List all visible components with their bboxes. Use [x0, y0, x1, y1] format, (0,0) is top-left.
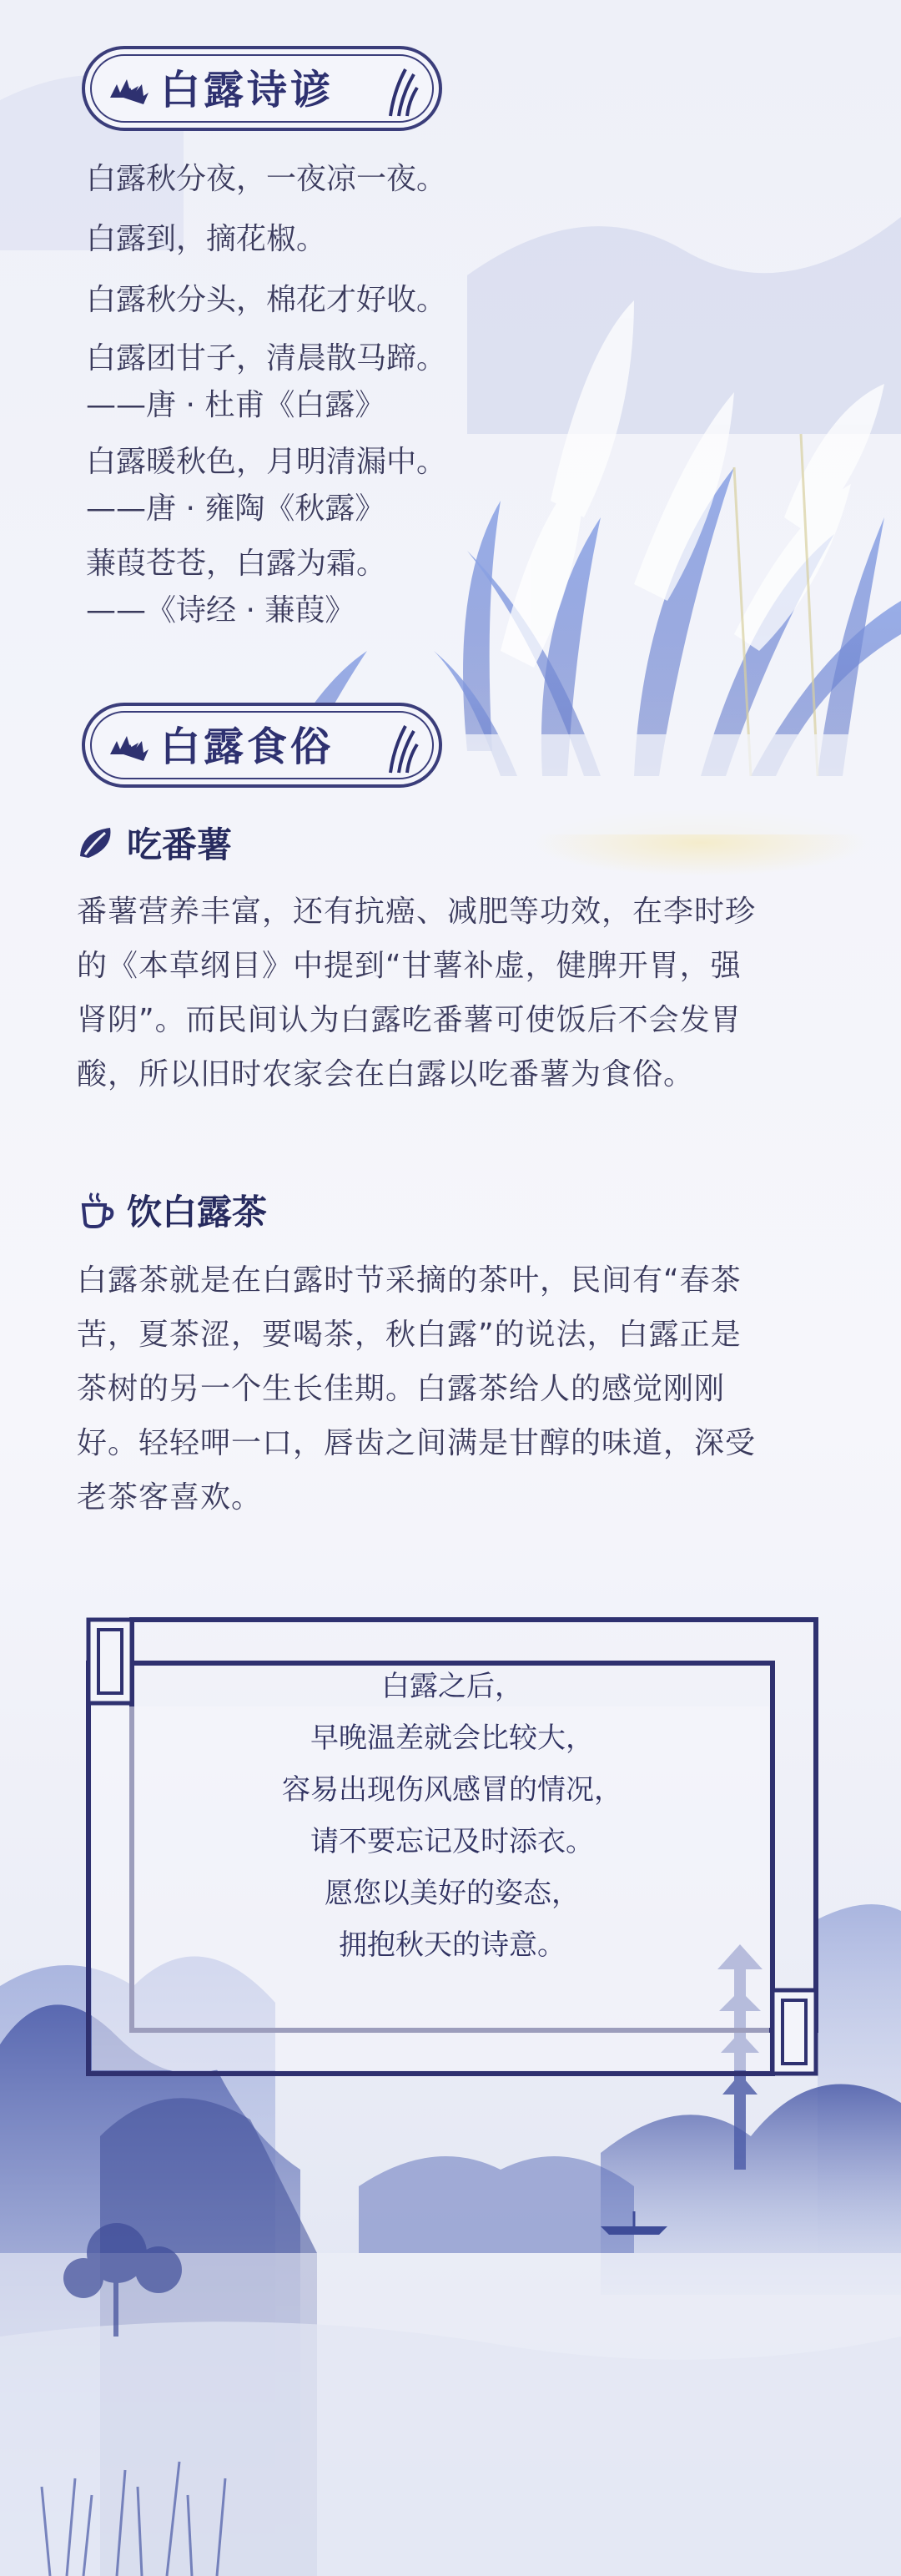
section-title: 白露食俗: [160, 723, 335, 770]
poem-item: [86, 439, 446, 532]
paragraph-line: 白露茶就是在白露时节采摘的茶叶，民间有“春茶: [77, 1263, 742, 1298]
maple-leaf-icon: [102, 729, 150, 766]
closing-line: 白露之后，: [381, 1670, 523, 1703]
paragraph-line: 酸，所以旧时农家会在白露以吃番薯为食俗。: [77, 1057, 695, 1091]
maple-leaf-icon: [102, 73, 150, 109]
paragraph-line: 老茶客喜欢。: [77, 1480, 263, 1515]
section-title: 白露诗谚: [160, 67, 335, 113]
poem-item: [86, 541, 386, 634]
custom-paragraph: [77, 1253, 828, 1525]
poem-line: 白露秋分夜，一夜凉一夜。: [86, 162, 447, 196]
custom-heading: 饮白露茶: [127, 1192, 268, 1233]
teacup-icon: [77, 1190, 117, 1230]
leaf-icon: [77, 823, 117, 863]
paragraph-line: 肾阴”。而民间认为白露吃番薯可使饭后不会发胃: [77, 1003, 742, 1037]
poem-line: 白露到，摘花椒。: [86, 222, 327, 256]
poem-source: ——《诗经 · 蒹葭》: [86, 593, 355, 628]
closing-line: 请不要忘记及时添衣。: [310, 1825, 594, 1858]
poem-item: [86, 335, 446, 429]
grass-icon: [385, 723, 419, 774]
paragraph-line: 番薯营养丰富，还有抗癌、减肥等功效，在李时珍: [77, 895, 757, 929]
poem-line: 白露团甘子，清晨散马蹄。: [86, 341, 447, 376]
custom-heading-tea: [77, 1185, 267, 1235]
closing-line: 拥抱秋天的诗意。: [339, 1928, 566, 1962]
poem-source: ——唐 · 雍陶《秋露》: [86, 492, 385, 526]
poem-line: 白露暖秋色，月明清漏中。: [86, 445, 447, 479]
paragraph-line: 的《本草纲目》中提到“甘薯补虚，健脾开胃，强: [77, 949, 742, 983]
closing-message: [85, 1661, 819, 1971]
poem-line: 蒹葭苍苍，白露为霜。: [86, 547, 387, 581]
custom-heading: 吃番薯: [127, 824, 233, 865]
paragraph-line: 茶树的另一个生长佳期。白露茶给人的感觉刚刚: [77, 1372, 726, 1406]
poem-source: ——唐 · 杜甫《白露》: [86, 388, 385, 422]
custom-paragraph: [77, 885, 828, 1101]
closing-line: 早晚温差就会比较大，: [310, 1722, 594, 1755]
boat-illustration: [601, 2226, 667, 2235]
section-header-poems: [82, 46, 442, 131]
paragraph-line: 苦，夏茶涩，要喝茶，秋白露”的说法，白露正是: [77, 1318, 742, 1352]
section-header-customs: [82, 703, 442, 788]
grass-icon: [385, 66, 419, 118]
closing-line: 容易出现伤风感冒的情况，: [282, 1773, 622, 1807]
paragraph-line: 好。轻轻呷一口，唇齿之间满是甘醇的味道，深受: [77, 1426, 757, 1460]
closing-line: 愿您以美好的姿态，: [325, 1877, 580, 1910]
custom-heading-sweet-potato: [77, 818, 232, 868]
poem-line: 白露秋分头，棉花才好收。: [86, 283, 447, 317]
